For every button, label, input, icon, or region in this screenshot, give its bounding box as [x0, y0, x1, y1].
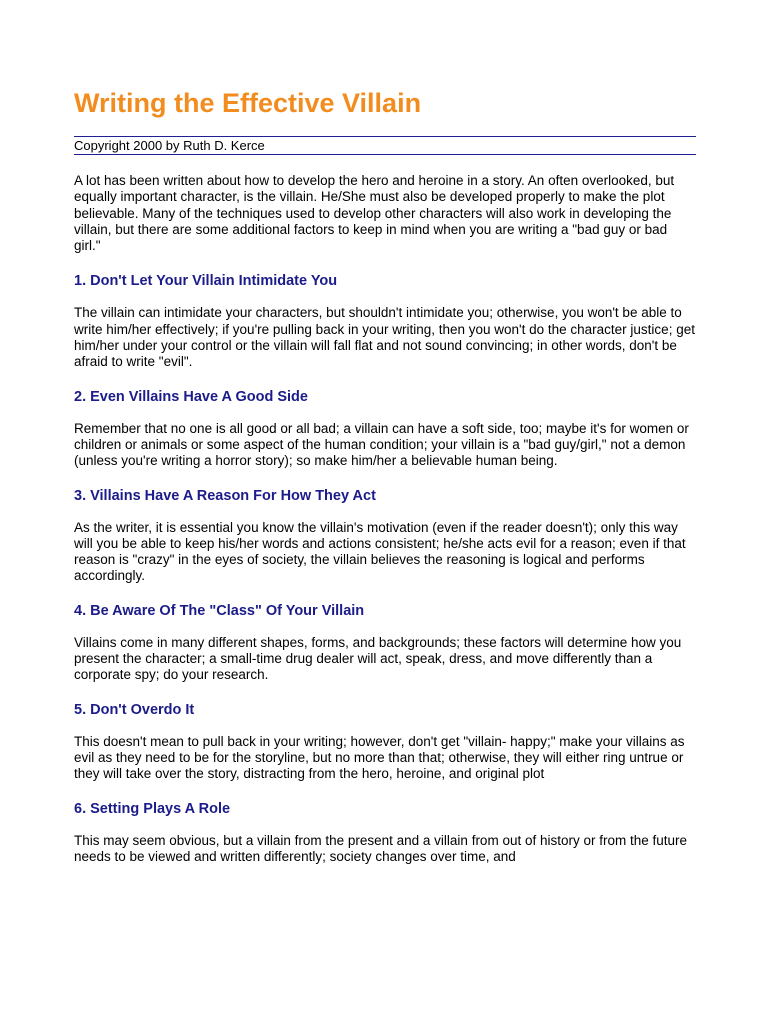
section-paragraph: Villains come in many different shapes, forms, and backgrounds; these factors will determine how you present the character; a small-time drug dealer will act, speak, dress, and move differently than a corporate spy; do your research. — [74, 634, 682, 683]
divider-bottom — [74, 154, 696, 155]
intro-paragraph: A lot has been written about how to develop the hero and heroine in a story. An often overlooked, but equally important character, is the villain. He/She must also be developed properly to make the plot believable. Many of the techniques used to develop other characters will also work in developing the villain, but there are some additional factors to keep in mind when you are writing a "bad guy or bad girl." — [74, 173, 675, 254]
section-4 — [74, 602, 696, 684]
section-paragraph: This doesn't mean to pull back in your writing; however, don't get "villain- happy;" make your villains as evil as they need to be for the storyline, but no more than that; otherwise, they will either ring untrue or they will take over the story, distracting from the hero, heroine, and original plot — [74, 733, 685, 782]
section-heading: 2. Even Villains Have A Good Side — [74, 388, 308, 405]
section-paragraph: Remember that no one is all good or all bad; a villain can have a soft side, too; maybe it's for women or children or animals or some aspect of the human condition; your villain is a "bad guy/girl," not a demon (unless you're writing a horror story); so make him/her a believable human being. — [74, 420, 689, 469]
section-paragraph: The villain can intimidate your characters, but shouldn't intimidate you; otherwise, you won't be able to write him/her effectively; if you're pulling back in your writing, then you won't do the character justice; get him/her under your control or the villain will fall flat and not sound convincing; in other words, don't be afraid to write "evil". — [74, 305, 695, 370]
section-heading: 1. Don't Let Your Villain Intimidate You — [74, 273, 338, 290]
section-6 — [74, 800, 696, 866]
section-3 — [74, 487, 696, 585]
section-paragraph: As the writer, it is essential you know the villain's motivation (even if the reader doesn't); only this way will you be able to keep his/her words and actions consistent; he/she acts evil for a reason; even if that reason is "crazy" in the eyes of society, the villain believes the reasoning is logical and performs accordingly. — [74, 519, 686, 584]
section-5 — [74, 701, 696, 783]
section-heading: 5. Don't Overdo It — [74, 701, 195, 718]
document-title: Writing the Effective Villain — [74, 88, 422, 118]
copyright-line: Copyright 2000 by Ruth D. Kerce — [74, 138, 265, 153]
section-heading: 6. Setting Plays A Role — [74, 800, 231, 817]
section-heading: 3. Villains Have A Reason For How They Act — [74, 487, 376, 504]
section-1 — [74, 272, 696, 370]
section-heading: 4. Be Aware Of The "Class" Of Your Villain — [74, 602, 365, 619]
article-body — [74, 173, 696, 882]
section-paragraph: This may seem obvious, but a villain from the present and a villain from out of history or from the future needs to be viewed and written differently; society changes over time, and — [74, 832, 688, 864]
section-2 — [74, 388, 696, 470]
divider-top — [74, 136, 696, 137]
